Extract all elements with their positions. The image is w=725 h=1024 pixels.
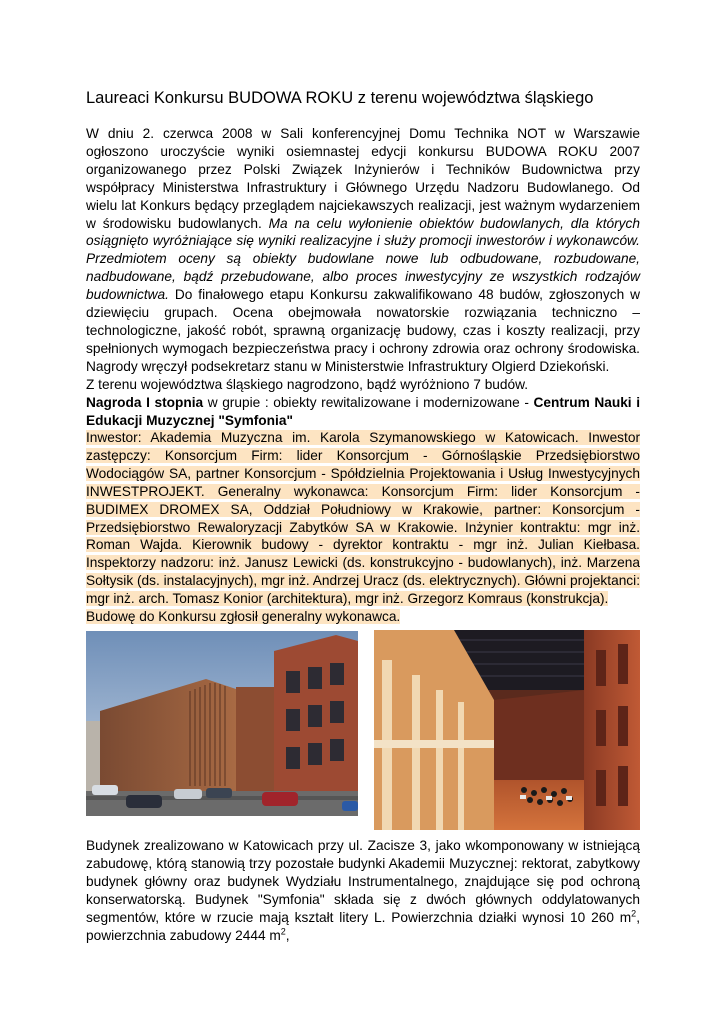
intro-paragraph xyxy=(86,126,640,374)
description-section xyxy=(86,837,640,944)
concert-hall-interior-photo xyxy=(374,630,640,830)
region-summary: Z terenu województwa śląskiego nagrodzono, bądź wyróżniono 7 budów. xyxy=(86,376,529,392)
award-building-name: Centrum Nauki i Edukacji Muzycznej "Symfonia" xyxy=(86,394,640,428)
area-unit-superscript-2: 2 xyxy=(280,925,286,936)
building-exterior-image xyxy=(86,631,358,816)
intro-text: W dniu 2. czerwca 2008 w Sali konferencyjnej Domu Technika NOT w Warszawie ogłoszono uroczyście wyniki osiemnastej edycji konkursu BUDOWA ROKU 2007 organizowanego przez Polski Związek Inżynierów i Techników Budownictwa przy współpracy Ministerstwa Infrastruktury i Głównego Urzędu Nadzoru Budowlanego. Od wielu lat Konkurs będący przeglądem najciekawszych realizacji, jest ważnym wydarzeniem w środowisku budowlanych. xyxy=(86,126,640,231)
description-text-end: , xyxy=(285,927,290,943)
concert-hall-interior-image xyxy=(374,630,640,830)
submission-note: Budowę do Konkursu zgłosił generalny wykonawca. xyxy=(86,609,401,625)
description-text-mid: , powierzchnia zabudowy 2444 m xyxy=(86,909,640,943)
award-label: Nagroda I stopnia xyxy=(86,394,204,410)
building-exterior-photo xyxy=(86,631,358,816)
award-group: w grupie : obiekty rewitalizowane i modernizowane - xyxy=(203,394,534,410)
document-title: Laureaci Konkursu BUDOWA ROKU z terenu województwa śląskiego xyxy=(86,89,594,107)
investors-text: Inwestor: Akademia Muzyczna im. Karola Szymanowskiego w Katowicach. Inwestor zastępczy: Konsorcjum Firm: lider Konsorcjum - Górnośląskie Przedsiębiorstwo Wodociągów SA, partner Konsorcjum - Spółdzielnia Projektowania i Usług Inwestycyjnych INWESTPROJEKT. Generalny wykonawca: Konsorcjum Firm: lider Konsorcjum - BUDIMEX DROMEX SA, Oddział Południowy w Krakowie, partner: Konsorcjum - Przedsiębiorstwo Rewaloryzacji Zabytków SA w Krakowie. Inżynier kontraktu: mgr inż. Roman Wajda. Kierownik budowy - dyrektor kontraktu - mgr inż. Julian Kiełbasa. Inspektorzy nadzoru: inż. Janusz Lewicki (ds. konstrukcyjno - budowlanych), inż. Marzena Sołtysik (ds. instalacyjnych), mgr inż. Andrzej Uracz (ds. elektrycznych). Główni projektanci: mgr inż. arch. Tomasz Konior (architektura), mgr inż. Grzegorz Komraus (konstrukcja). xyxy=(86,430,640,607)
investors-section xyxy=(86,429,640,626)
area-unit-superscript-1: 2 xyxy=(631,908,637,919)
award-line xyxy=(86,394,640,430)
intro-text-end: Do finałowego etapu Konkursu zakwalifikowano 48 budów, zgłoszonych w dziewięciu grupach. Ocena obejmowała nowatorskie rozwiązania techniczno – technologiczne, jakość robót, sprawną organizację budowy, czas i koszty realizacji, przy spełnionych wymogach bezpieczeństwa pracy i ochrony zdrowia oraz ochrony środowiska. Nagrody wręczył podsekretarz stanu w Ministerstwie Infrastruktury Olgierd Dziekoński. xyxy=(86,287,640,374)
intro-italic-text: Ma na celu wyłonienie obiektów budowlanych, dla których osiągnięto wyróżniające się wyniki realizacyjne i służy promocji inwestorów i wykonawców. Przedmiotem oceny są obiekty budowlane nowe lub odbudowane, rozbudowane, nadbudowane, bądź przebudowane, albo proces inwestycyjny ze wszystkich rodzajów budownictwa. xyxy=(86,215,640,303)
intro-section xyxy=(86,125,640,429)
description-text: Budynek zrealizowano w Katowicach przy ul. Zacisze 3, jako wkomponowany w istniejącą zabudowę, którą stanowią trzy pozostałe budynki Akademii Muzycznej: rektorat, zabytkowy budynek główny oraz budynek Wydziału Instrumentalnego, znajdujące się pod ochroną konserwatorską. Budynek "Symfonia" składa się z dwóch głównych oddylatowanych segmentów, które w rzucie mają kształt litery L. Powierzchnia działki wynosi 10 260 m xyxy=(86,838,640,925)
